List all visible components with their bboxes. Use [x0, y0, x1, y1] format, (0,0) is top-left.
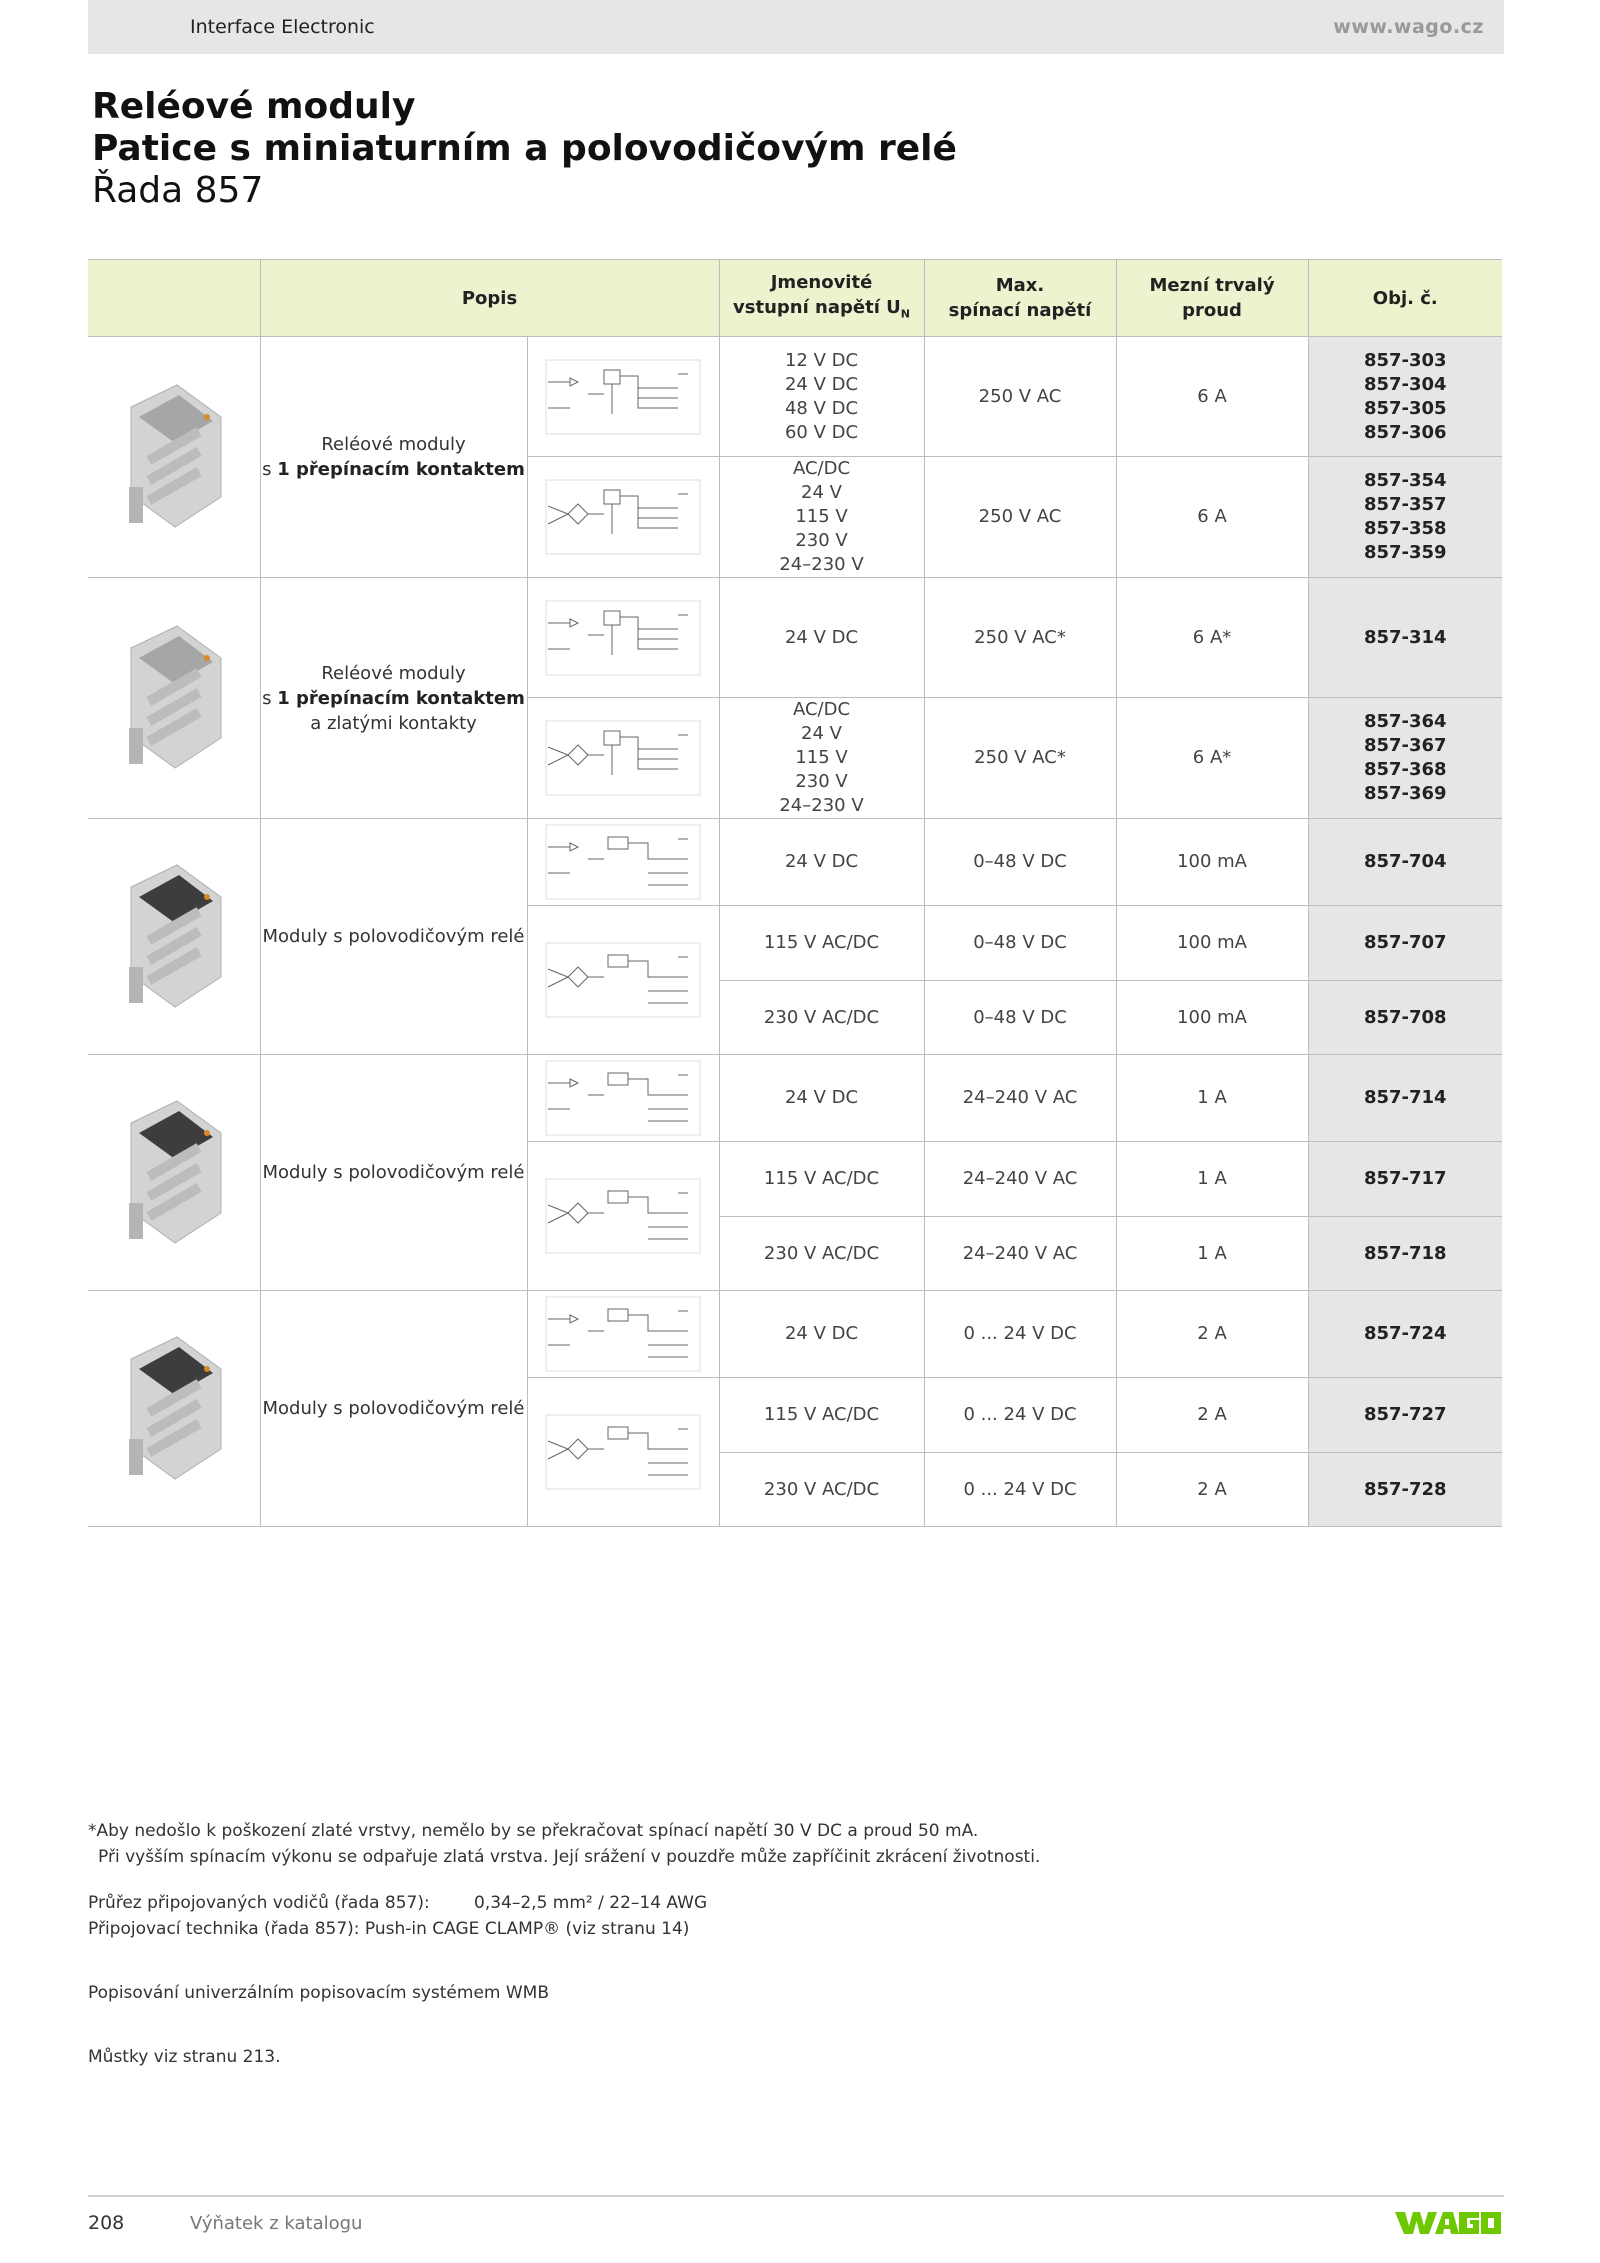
input-voltage-cell — [719, 1453, 924, 1527]
input-voltage-value: 12 V DC — [784, 349, 859, 371]
input-voltage-value: 230 V AC/DC — [763, 1478, 880, 1500]
relay-module-image-icon — [109, 377, 239, 537]
wiring-diagram-icon — [538, 819, 708, 905]
input-voltage-value: 24 V DC — [784, 373, 859, 395]
product-table — [88, 259, 1502, 1527]
cross-section-value: 0,34–2,5 mm² / 22–14 AWG — [474, 1893, 708, 1913]
max-voltage-cell: 250 V AC — [924, 457, 1116, 578]
header-voltage-text: vstupní napětí U — [733, 296, 901, 318]
connection-line: Připojovací technika (řada 857): Push-in CAGE CLAMP® (viz stranu 14) — [88, 1919, 690, 1939]
order-number: 857-367 — [1363, 735, 1447, 756]
page-title: Reléové moduly — [92, 86, 416, 127]
input-voltage-value: 230 V — [795, 530, 848, 551]
max-voltage-cell: 24–240 V AC — [924, 1142, 1116, 1217]
order-number: 857-303 — [1363, 349, 1447, 371]
input-voltage-value: 24 V — [801, 723, 842, 744]
description-line-1: Moduly s polovodičovým relé — [262, 1398, 525, 1419]
wiring-diagram-icon — [538, 715, 708, 801]
input-voltage-cell — [719, 819, 924, 906]
max-voltage-cell: 0–48 V DC — [924, 819, 1116, 906]
footer-divider — [88, 2195, 1504, 2197]
description-line-3: a zlatými kontakty — [310, 712, 477, 734]
input-voltage-cell — [719, 1142, 924, 1217]
relay-module-image-icon — [109, 1093, 239, 1253]
header-url-link[interactable]: www.wago.cz — [1333, 16, 1484, 38]
cross-section-label: Průřez připojovaných vodičů (řada 857): — [88, 1893, 430, 1913]
header-order: Obj. č. — [1308, 260, 1502, 337]
description-contact: 1 přepínacím kontaktem — [277, 459, 525, 480]
order-number: 857-728 — [1363, 1478, 1447, 1500]
description-line-1: Reléové moduly — [321, 434, 466, 455]
order-number: 857-708 — [1363, 1006, 1447, 1028]
order-number: 857-357 — [1363, 494, 1447, 515]
order-number: 857-364 — [1363, 711, 1447, 732]
wiring-diagram-icon — [538, 1055, 708, 1141]
table-row — [88, 578, 1502, 698]
footer-catalog-text: Výňatek z katalogu — [190, 2213, 363, 2234]
order-number-cell — [1308, 1217, 1502, 1291]
order-number-cell — [1308, 1453, 1502, 1527]
wiring-diagram-icon — [538, 474, 708, 560]
wiring-diagram-cell — [527, 819, 719, 906]
footnote-line-2: Při vyšším spínacím výkonu se odpařuje zlatá vrstva. Její srážení v pouzdře může zapříčinit zkrácení životnosti. — [98, 1847, 1041, 1867]
input-voltage-cell — [719, 981, 924, 1055]
cross-section-line — [88, 1890, 1508, 1916]
input-voltage-value: AC/DC — [792, 699, 851, 720]
order-number: 857-717 — [1363, 1168, 1447, 1189]
product-description — [260, 337, 527, 578]
max-voltage-cell: 0 ... 24 V DC — [924, 1378, 1116, 1453]
order-number: 857-704 — [1363, 851, 1447, 872]
wiring-diagram-icon — [538, 937, 708, 1023]
header-section-title: Interface Electronic — [190, 16, 375, 38]
input-voltage-cell — [719, 457, 924, 578]
header-voltage-l2 — [720, 295, 924, 327]
max-voltage-cell: 0 ... 24 V DC — [924, 1291, 1116, 1378]
wiring-diagram-icon — [538, 354, 708, 440]
input-voltage-value: 60 V DC — [784, 421, 859, 443]
table-row — [88, 1291, 1502, 1378]
order-number-cell — [1308, 1291, 1502, 1378]
input-voltage-cell — [719, 1291, 924, 1378]
table-row — [88, 1055, 1502, 1142]
current-cell: 1 A — [1116, 1217, 1308, 1291]
order-number-cell — [1308, 1055, 1502, 1142]
input-voltage-value: 115 V AC/DC — [763, 1168, 880, 1189]
description-line-2 — [261, 457, 527, 482]
wiring-diagram-cell — [527, 457, 719, 578]
table-row — [88, 337, 1502, 457]
input-voltage-cell — [719, 1055, 924, 1142]
product-image-cell — [88, 819, 260, 1055]
input-voltage-value: 230 V AC/DC — [763, 1242, 880, 1264]
order-number-cell — [1308, 698, 1502, 819]
input-voltage-value: 24–230 V — [779, 795, 864, 816]
order-number: 857-369 — [1363, 783, 1447, 804]
order-number: 857-314 — [1363, 626, 1447, 648]
current-cell: 1 A — [1116, 1055, 1308, 1142]
max-voltage-cell: 24–240 V AC — [924, 1217, 1116, 1291]
max-voltage-cell: 250 V AC — [924, 337, 1116, 457]
current-cell: 1 A — [1116, 1142, 1308, 1217]
order-number: 857-358 — [1363, 518, 1447, 539]
max-voltage-cell: 0–48 V DC — [924, 981, 1116, 1055]
page-series: Řada 857 — [92, 170, 264, 211]
input-voltage-value: 24–230 V — [779, 554, 864, 575]
product-image-cell — [88, 578, 260, 819]
order-number-cell — [1308, 1142, 1502, 1217]
page-subtitle: Patice s miniaturním a polovodičovým relé — [92, 128, 957, 169]
order-number: 857-368 — [1363, 759, 1447, 780]
product-description — [260, 1291, 527, 1527]
product-description — [260, 1055, 527, 1291]
table-header-row — [88, 260, 1502, 337]
input-voltage-value: 115 V — [795, 506, 848, 527]
max-voltage-cell: 250 V AC* — [924, 578, 1116, 698]
marking-line: Popisování univerzálním popisovacím systémem WMB — [88, 1983, 550, 2003]
wiring-diagram-cell — [527, 1291, 719, 1378]
current-cell: 6 A — [1116, 457, 1308, 578]
input-voltage-value: 115 V — [795, 747, 848, 768]
bridges-line: Můstky viz stranu 213. — [88, 2047, 281, 2067]
current-cell: 100 mA — [1116, 981, 1308, 1055]
header-image — [88, 260, 260, 337]
current-cell: 2 A — [1116, 1291, 1308, 1378]
wiring-diagram-cell — [527, 337, 719, 457]
input-voltage-value: 115 V AC/DC — [763, 932, 880, 953]
input-voltage-cell — [719, 337, 924, 457]
max-voltage-cell: 24–240 V AC — [924, 1055, 1116, 1142]
wiring-diagram-cell — [527, 578, 719, 698]
page-header-bar — [88, 0, 1504, 54]
order-number: 857-359 — [1363, 542, 1447, 563]
input-voltage-value: 24 V DC — [784, 1087, 859, 1108]
wago-logo-icon — [1395, 2208, 1501, 2236]
order-number-cell — [1308, 906, 1502, 981]
footnote-line-1: *Aby nedošlo k poškození zlaté vrstvy, nemělo by se překračovat spínací napětí 30 V DC a proud 50 mA. — [88, 1821, 979, 1841]
input-voltage-cell — [719, 578, 924, 698]
header-voltage — [719, 260, 924, 337]
input-voltage-value: 24 V — [801, 482, 842, 503]
wiring-diagram-cell — [527, 906, 719, 1055]
order-number: 857-718 — [1363, 1242, 1447, 1264]
order-number: 857-727 — [1363, 1404, 1447, 1425]
product-image-cell — [88, 1291, 260, 1527]
order-number-cell — [1308, 578, 1502, 698]
description-line-1: Moduly s polovodičovým relé — [262, 926, 525, 947]
current-cell: 6 A* — [1116, 698, 1308, 819]
header-max — [924, 260, 1116, 337]
product-image-cell — [88, 1055, 260, 1291]
description-contact: 1 přepínacím kontaktem — [277, 687, 525, 709]
current-cell: 6 A* — [1116, 578, 1308, 698]
input-voltage-cell — [719, 1217, 924, 1291]
order-number: 857-354 — [1363, 470, 1447, 491]
wiring-diagram-icon — [538, 1409, 708, 1495]
description-prefix: s — [262, 459, 278, 480]
order-number-cell — [1308, 337, 1502, 457]
input-voltage-cell — [719, 1378, 924, 1453]
wiring-diagram-cell — [527, 698, 719, 819]
wiring-diagram-icon — [538, 1291, 708, 1377]
header-popis: Popis — [260, 260, 719, 337]
product-image-cell — [88, 337, 260, 578]
input-voltage-cell — [719, 698, 924, 819]
input-voltage-value: 24 V DC — [784, 851, 859, 872]
description-line-1: Moduly s polovodičovým relé — [262, 1162, 525, 1183]
product-description — [260, 578, 527, 819]
order-number: 857-305 — [1363, 397, 1447, 419]
table-row — [88, 819, 1502, 906]
max-voltage-cell: 0–48 V DC — [924, 906, 1116, 981]
current-cell: 100 mA — [1116, 819, 1308, 906]
input-voltage-value: 24 V DC — [784, 626, 859, 648]
page-titles — [92, 86, 957, 212]
order-number-cell — [1308, 819, 1502, 906]
order-number: 857-724 — [1363, 1323, 1447, 1344]
description-line-2 — [261, 686, 527, 711]
header-voltage-l1: Jmenovité — [770, 271, 873, 293]
order-number-cell — [1308, 1378, 1502, 1453]
input-voltage-value: 24 V DC — [784, 1323, 859, 1344]
page-number: 208 — [88, 2212, 125, 2234]
current-cell: 100 mA — [1116, 906, 1308, 981]
order-number: 857-306 — [1363, 421, 1447, 443]
current-cell: 2 A — [1116, 1378, 1308, 1453]
max-voltage-cell: 250 V AC* — [924, 698, 1116, 819]
header-current: Mezní trvalý proud — [1116, 260, 1308, 337]
input-voltage-value: 230 V — [795, 771, 848, 792]
input-voltage-value: 115 V AC/DC — [763, 1404, 880, 1425]
wiring-diagram-cell — [527, 1142, 719, 1291]
wiring-diagram-icon — [538, 595, 708, 681]
header-max-l2: spínací napětí — [948, 300, 1092, 321]
current-cell: 2 A — [1116, 1453, 1308, 1527]
product-description — [260, 819, 527, 1055]
wiring-diagram-cell — [527, 1055, 719, 1142]
input-voltage-value: AC/DC — [792, 458, 851, 479]
description-line-1: Reléové moduly — [321, 662, 466, 684]
wiring-diagram-icon — [538, 1173, 708, 1259]
order-number: 857-714 — [1363, 1087, 1447, 1108]
relay-module-image-icon — [109, 618, 239, 778]
order-number-cell — [1308, 981, 1502, 1055]
header-max-l1: Max. — [995, 275, 1045, 296]
input-voltage-value: 230 V AC/DC — [763, 1006, 880, 1028]
relay-module-image-icon — [109, 857, 239, 1017]
input-voltage-cell — [719, 906, 924, 981]
wiring-diagram-cell — [527, 1378, 719, 1527]
order-number-cell — [1308, 457, 1502, 578]
order-number: 857-304 — [1363, 373, 1447, 395]
notes-section — [88, 1818, 1508, 2070]
relay-module-image-icon — [109, 1329, 239, 1489]
current-cell: 6 A — [1116, 337, 1308, 457]
description-prefix: s — [262, 687, 278, 709]
order-number: 857-707 — [1363, 932, 1447, 953]
input-voltage-value: 48 V DC — [784, 397, 859, 419]
header-voltage-sub: N — [900, 307, 910, 321]
max-voltage-cell: 0 ... 24 V DC — [924, 1453, 1116, 1527]
